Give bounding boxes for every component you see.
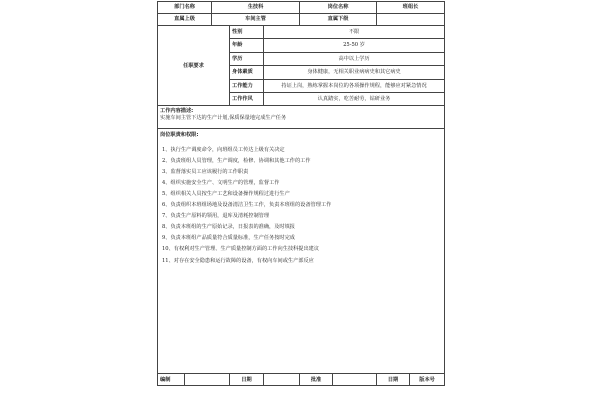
post-label: 岗位名称	[300, 2, 377, 14]
work-summary-title: 工作内容描述:	[160, 108, 194, 115]
list-item: 1、执行生产调度命令，向班组员工传达上级有关决定	[162, 146, 285, 153]
work-summary-cell	[158, 106, 445, 129]
list-item: 2、负责班组人员管理，生产调度，检修、协调和其他工作的工作	[162, 157, 311, 164]
job-description-form	[157, 1, 445, 386]
requirement-value-style: 认真踏实，吃苦耐劳，钻研业务	[264, 92, 445, 105]
post-value: 班组长	[377, 2, 445, 14]
duties-title: 岗位职责和权限:	[160, 132, 199, 139]
list-item: 3、监督落实员工应该履行的工作职责	[162, 168, 249, 175]
edit-value	[185, 374, 230, 386]
requirement-label-gender: 性别	[230, 26, 264, 39]
requirement-value-gender: 不限	[264, 26, 445, 39]
version-label: 版本号	[410, 374, 445, 386]
dept-value: 生技科	[212, 2, 300, 14]
duties-list	[160, 145, 442, 267]
list-item: 11、对存在安全隐患和运行故障的设备，有权向车间或生产部反应	[162, 257, 314, 264]
list-item: 5、组织相关人员按生产工艺和设备操作规程过进行生产	[162, 190, 290, 197]
header-row-2	[158, 14, 445, 26]
superior-value: 车间主管	[212, 14, 300, 26]
list-item: 4、组织实施安全生产、文明生产的管理，监督工作	[162, 179, 280, 186]
requirement-row	[158, 26, 445, 39]
list-item: 9、负责本班组产品质量符合质量标准，生产任务按时完成	[162, 235, 295, 242]
requirement-label-ability: 工作能力	[230, 79, 264, 92]
dept-label: 部门名称	[158, 2, 212, 14]
requirement-value-education: 高中以上学历	[264, 52, 445, 65]
header-row-1	[158, 2, 445, 14]
requirement-label-style: 工作作风	[230, 92, 264, 105]
approve-label: 批准	[300, 374, 333, 386]
requirement-value-ability: 持证上岗，熟练掌握本岗位的各项操作规程，能够应对紧急情况	[264, 79, 445, 92]
subordinate-value	[377, 14, 445, 26]
list-item: 8、负责本班组的生产原始记录，日报表的准确，及时填报	[162, 224, 295, 231]
edit-label: 编制	[158, 374, 185, 386]
superior-label: 直属上级	[158, 14, 212, 26]
requirement-value-health: 身体健康，无相关职业病病史和其它病史	[264, 66, 445, 79]
list-item: 7、负责生产原料的领用，退库及清耗控制管理	[162, 213, 270, 220]
approve-value	[333, 374, 377, 386]
date1-value	[264, 374, 300, 386]
summary-row	[158, 106, 445, 129]
requirement-value-age: 25-50 岁	[264, 39, 445, 52]
list-item: 6、负责组织本班组场地及设备清洁卫生工作，负责本班组的设备管理工作	[162, 202, 332, 209]
requirement-label-age: 年龄	[230, 39, 264, 52]
footer-row	[158, 374, 445, 386]
duties-cell	[158, 129, 445, 374]
requirements-section-label: 任职要求	[158, 26, 230, 106]
work-summary-text: 实施车间主管下达的生产计划,保质保量地完成生产任务	[160, 114, 287, 121]
duties-row	[158, 129, 445, 374]
requirement-label-education: 学历	[230, 52, 264, 65]
list-item: 10、有权利对生产管理、生产质量控制方面的工作向生技科提出建议	[162, 246, 320, 253]
requirement-label-health: 身体素质	[230, 66, 264, 79]
subordinate-label: 直属下级	[300, 14, 377, 26]
date2-label: 日期	[377, 374, 410, 386]
date1-label: 日期	[230, 374, 264, 386]
